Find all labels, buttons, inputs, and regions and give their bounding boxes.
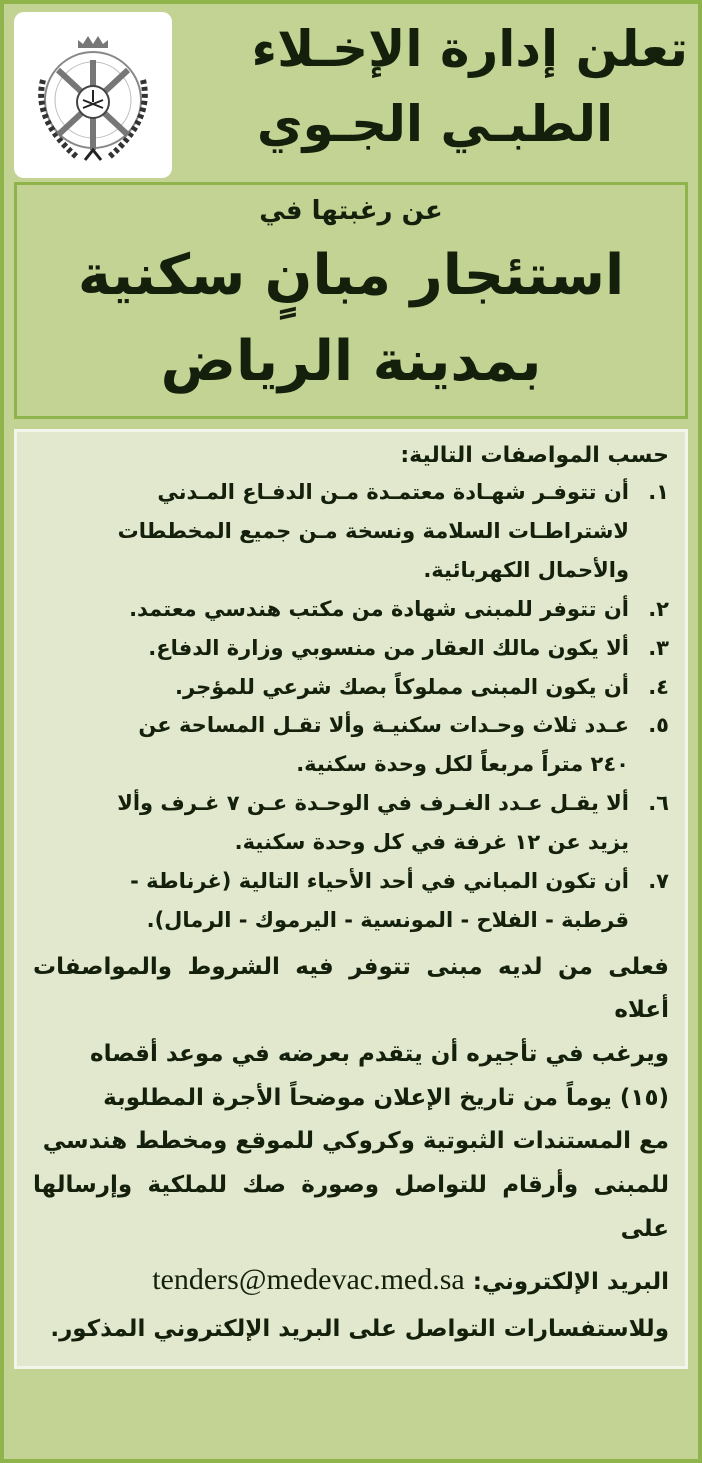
spec-item-text: أن يكون المبنى مملوكاً بصك شرعي للمؤجر. (175, 674, 629, 699)
advertisement (4, 4, 698, 1459)
spec-item-text: أن تكون المباني في أحد الأحياء التالية (غرناطة - (130, 868, 629, 893)
spec-item-number: ٤. (648, 674, 669, 699)
announcement-box (14, 182, 688, 419)
spec-item-text: ٢٤٠ متراً مربعاً لكل وحدة سكنية. (296, 752, 629, 777)
spec-item-text: ألا يكون مالك العقار من منسوبي وزارة الدفاع. (148, 635, 629, 660)
spec-item (33, 629, 669, 668)
closing-line: فعلى من لديه مبنى تتوفر فيه الشروط والمواصفات أعلاه (33, 953, 669, 1024)
closing-line: مع المستندات الثبوتية وكروكي للموقع ومخطط هندسي (42, 1128, 669, 1155)
spec-item-text: عـدد ثلاث وحـدات سكنيـة وألا تقـل المساحة عن (138, 713, 629, 738)
spec-item (33, 784, 669, 862)
closing-line: (١٥) يوماً من تاريخ الإعلان موضحاً الأجرة المطلوبة (103, 1084, 669, 1111)
spec-item-text: قرطبة - الفلاح - المونسية - اليرموك - الرمال). (146, 907, 629, 932)
title-line-1: تعلن إدارة الإخـلاء (251, 20, 688, 78)
spec-item-number: ٧. (648, 868, 669, 893)
spec-item-text: أن تتوفـر شهـادة معتمـدة مـن الدفـاع المـدني (157, 480, 629, 505)
spec-item (33, 862, 669, 940)
closing-line: للمبنى وأرقام للتواصل وصورة صك للملكية وإرسالها على (33, 1171, 669, 1242)
spec-item-text: والأحمال الكهربائية. (423, 558, 629, 583)
email-line (33, 1251, 669, 1308)
spec-item (33, 473, 669, 590)
spec-item-number: ٣. (648, 635, 669, 660)
spec-item-text: أن تتوفر للمبنى شهادة من مكتب هندسي معتمد. (129, 596, 629, 621)
announcement-subtitle: عن رغبتها في (259, 196, 443, 226)
specs-list (33, 473, 669, 939)
spec-item (33, 706, 669, 784)
spec-item-number: ٢. (648, 596, 669, 621)
specs-heading: حسب المواصفات التالية: (400, 443, 669, 469)
spec-item (33, 590, 669, 629)
title-line-2: الطبـي الجـوي (256, 95, 614, 153)
spec-item-text: ألا يقـل عـدد الغـرف في الوحـدة عـن ٧ غـرف وألا (117, 791, 629, 816)
emblem-icon (23, 20, 163, 170)
header (14, 12, 688, 178)
specifications-box (14, 429, 688, 1369)
spec-item-number: ١. (648, 480, 669, 505)
spec-item-text: يزيد عن ١٢ غرفة في كل وحدة سكنية. (234, 829, 629, 854)
spec-item (33, 668, 669, 707)
spec-item-text: لاشتراطـات السلامة ونسخة مـن جميع المخططات (117, 519, 629, 544)
spec-item-number: ٦. (648, 791, 669, 816)
closing-paragraph (33, 946, 669, 1353)
headline-line-1: استئجار مبانٍ سكنية (77, 242, 625, 308)
closing-line: ويرغب في تأجيره أن يتقدم بعرضه في موعد أقصاه (90, 1040, 669, 1067)
email-label: البريد الإلكتروني: (472, 1269, 669, 1296)
email-link[interactable]: tenders@medevac.med.sa (152, 1263, 465, 1297)
final-line: وللاستفسارات التواصل على البريد الإلكتروني المذكور. (50, 1316, 669, 1343)
header-title (182, 12, 688, 162)
emblem-logo (14, 12, 172, 178)
headline-line-2: بمدينة الرياض (160, 329, 542, 395)
spec-item-number: ٥. (648, 713, 669, 738)
